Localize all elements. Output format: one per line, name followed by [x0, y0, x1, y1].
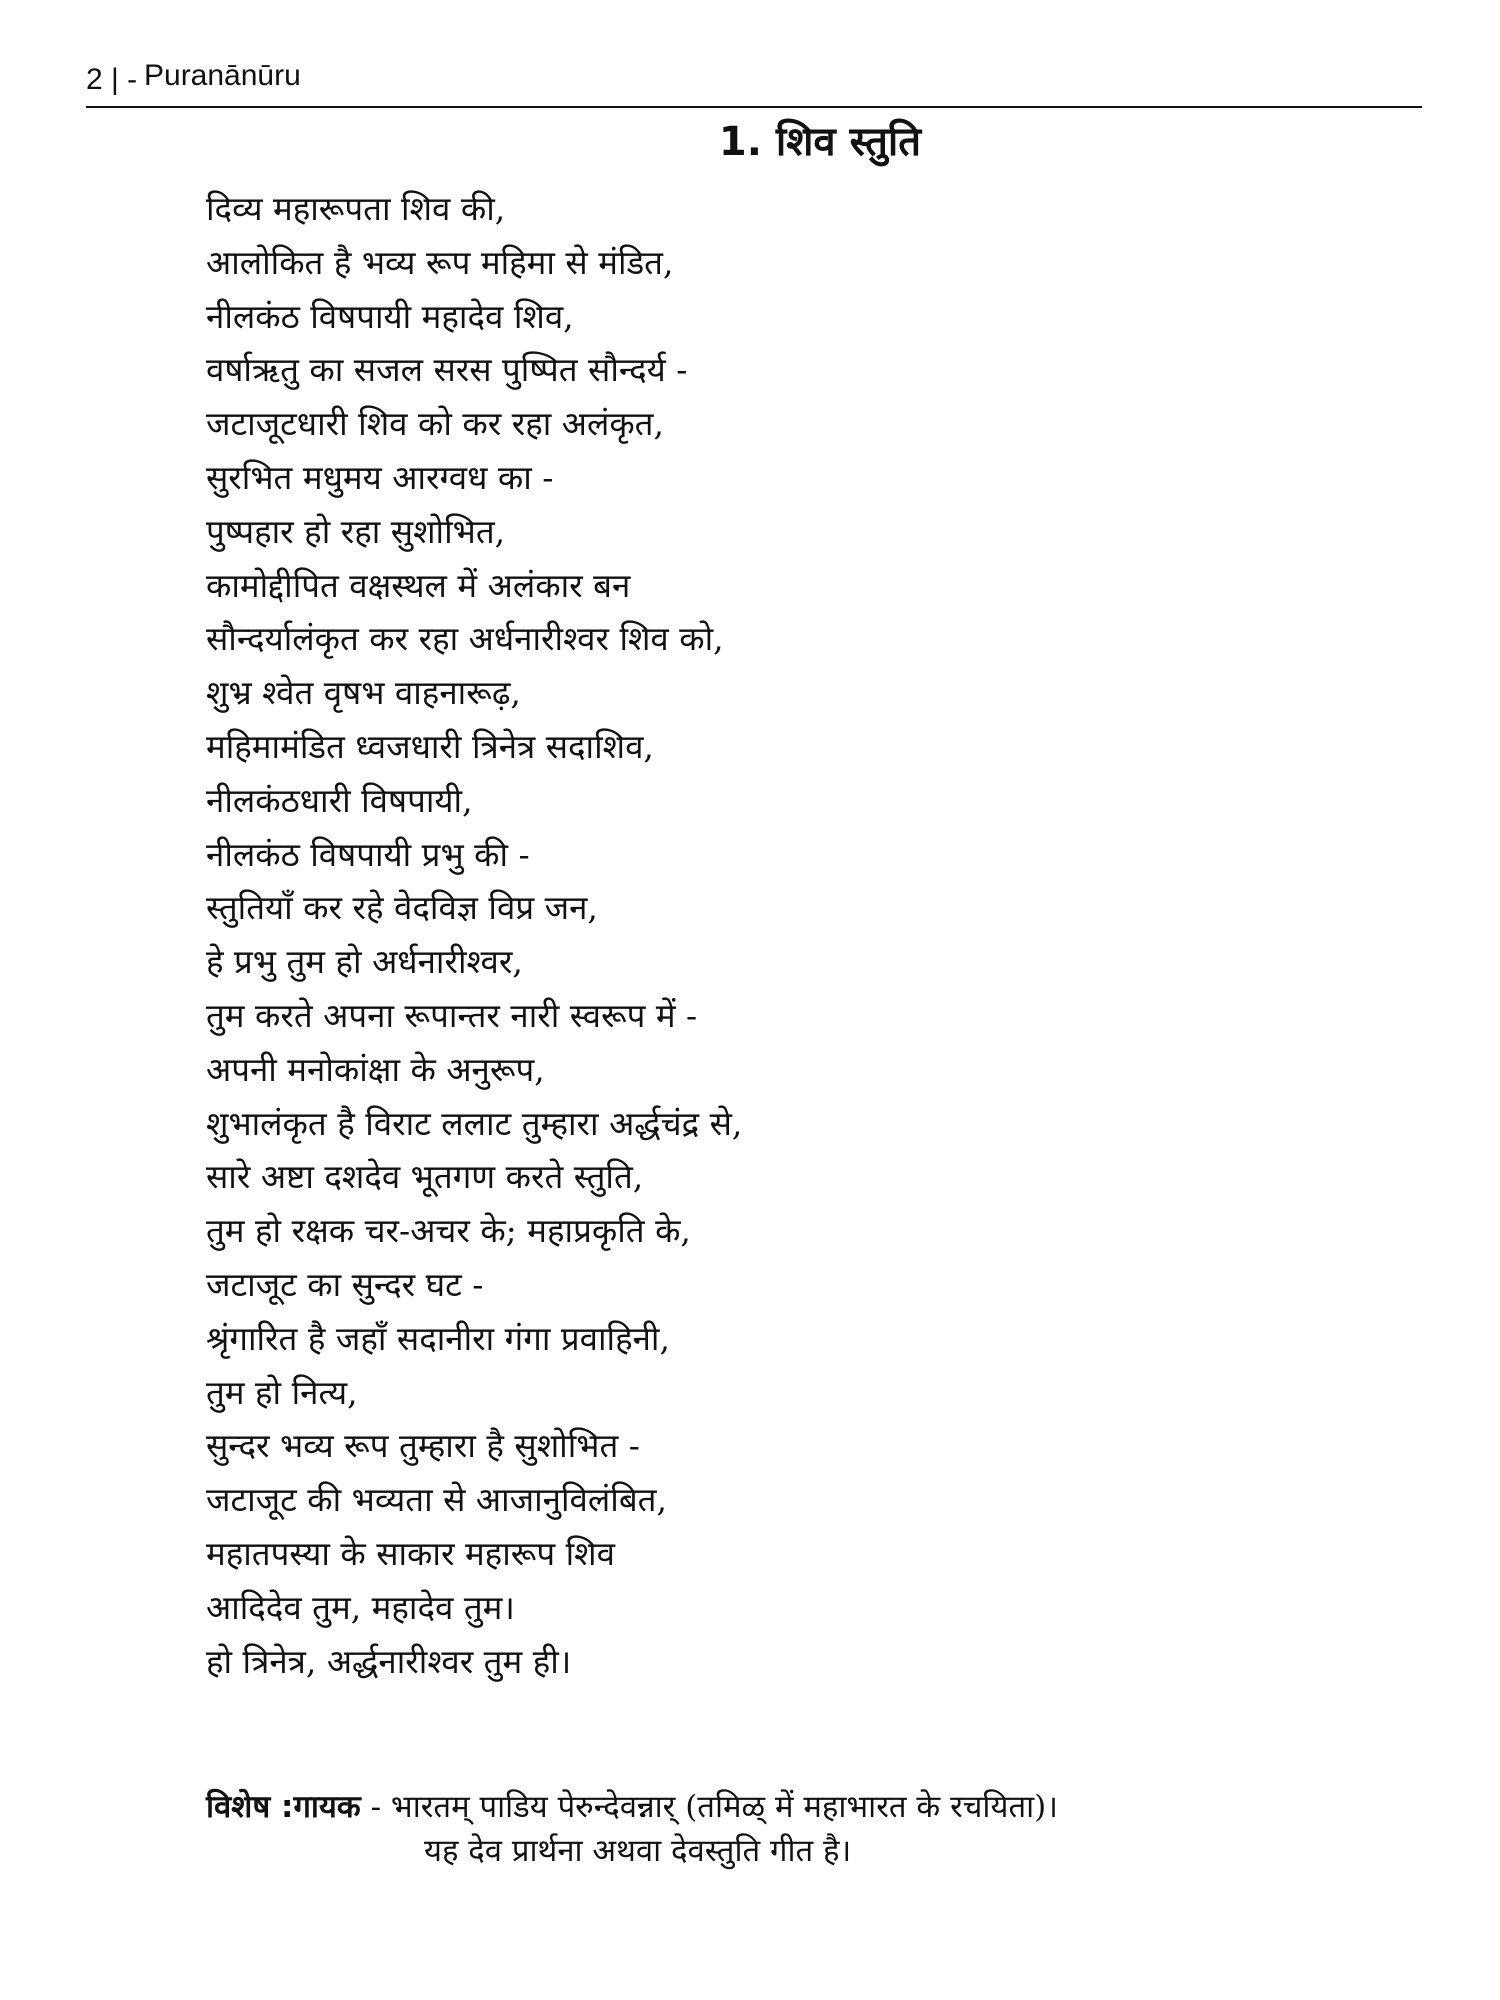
poem-line: हो त्रिनेत्र, अर्द्धनारीश्वर तुम ही।: [206, 1641, 572, 1681]
poem-line: हे प्रभु तुम हो अर्धनारीश्वर,: [206, 942, 523, 982]
poem-line: आलोकित है भव्य रूप महिमा से मंडित,: [206, 242, 674, 282]
poem-body: [206, 182, 1406, 1688]
poem-line: सुन्दर भव्य रूप तुम्हारा है सुशोभित -: [206, 1426, 640, 1466]
poem-line: अपनी मनोकांक्षा के अनुरूप,: [206, 1049, 545, 1089]
poem-line: नीलकंठ विषपायी प्रभु की -: [206, 834, 530, 874]
poem-line: श्रृंगारित है जहाँ सदानीरा गंगा प्रवाहिनी,: [206, 1318, 670, 1358]
footnote-text: - भारतम् पाडिय पेरुन्देवन्नार् (तमिळ् में महाभारत के रचयिता)।: [360, 1789, 1058, 1825]
poem-line: सारे अष्टा दशदेव भूतगण करते स्तुति,: [206, 1157, 644, 1197]
poem-line: महिमामंडित ध्वजधारी त्रिनेत्र सदाशिव,: [206, 726, 654, 766]
footnote: [206, 1785, 1456, 1873]
poem-line: दिव्य महारूपता शिव की,: [206, 189, 506, 228]
poem-line: सुरभित मधुमय आरग्वध का -: [206, 457, 554, 497]
running-title: Puranānūru: [144, 59, 301, 92]
poem-line: नीलकंठधारी विषपायी,: [206, 780, 473, 820]
page-number: 2 | -: [86, 63, 138, 96]
poem-line: तुम हो रक्षक चर-अचर के; महाप्रकृति के,: [206, 1211, 691, 1251]
poem-line: शुभ्र श्वेत वृषभ वाहनारूढ़,: [206, 673, 521, 713]
footnote-label: विशेष :गायक: [206, 1789, 361, 1825]
poem-line: तुम करते अपना रूपान्तर नारी स्वरूप में -: [206, 995, 698, 1035]
chapter-title: 1. शिव स्तुति: [718, 119, 922, 165]
poem-line: जटाजूट का सुन्दर घट -: [206, 1264, 484, 1304]
poem-line: जटाजूट की भव्यता से आजानुविलंबित,: [206, 1480, 667, 1520]
page-header: [86, 58, 1422, 108]
poem-line: पुष्पहार हो रहा सुशोभित,: [206, 511, 506, 551]
poem-line: तुम हो नित्य,: [206, 1372, 358, 1412]
poem-line: वर्षाऋतु का सजल सरस पुष्पित सौन्दर्य -: [206, 350, 688, 390]
poem-line: नीलकंठ विषपायी महादेव शिव,: [206, 296, 574, 336]
footnote-line-1: [206, 1785, 1456, 1829]
poem-line: शुभालंकृत है विराट ललाट तुम्हारा अर्द्धचंद्र से,: [206, 1103, 743, 1143]
poem-line: जटाजूटधारी शिव को कर रहा अलंकृत,: [206, 404, 664, 444]
poem-line: स्तुतियाँ कर रहे वेदविज्ञ विप्र जन,: [206, 888, 598, 928]
poem-line: आदिदेव तुम, महादेव तुम।: [206, 1587, 515, 1627]
poem-line: महातपस्या के साकार महारूप शिव: [206, 1533, 615, 1573]
poem-line: कामोद्दीपित वक्षस्थल में अलंकार बन: [206, 565, 631, 605]
poem-line: सौन्दर्यालंकृत कर रहा अर्धनारीश्वर शिव को,: [206, 619, 724, 659]
footnote-line-2: यह देव प्रार्थना अथवा देवस्तुति गीत है।: [424, 1833, 852, 1869]
